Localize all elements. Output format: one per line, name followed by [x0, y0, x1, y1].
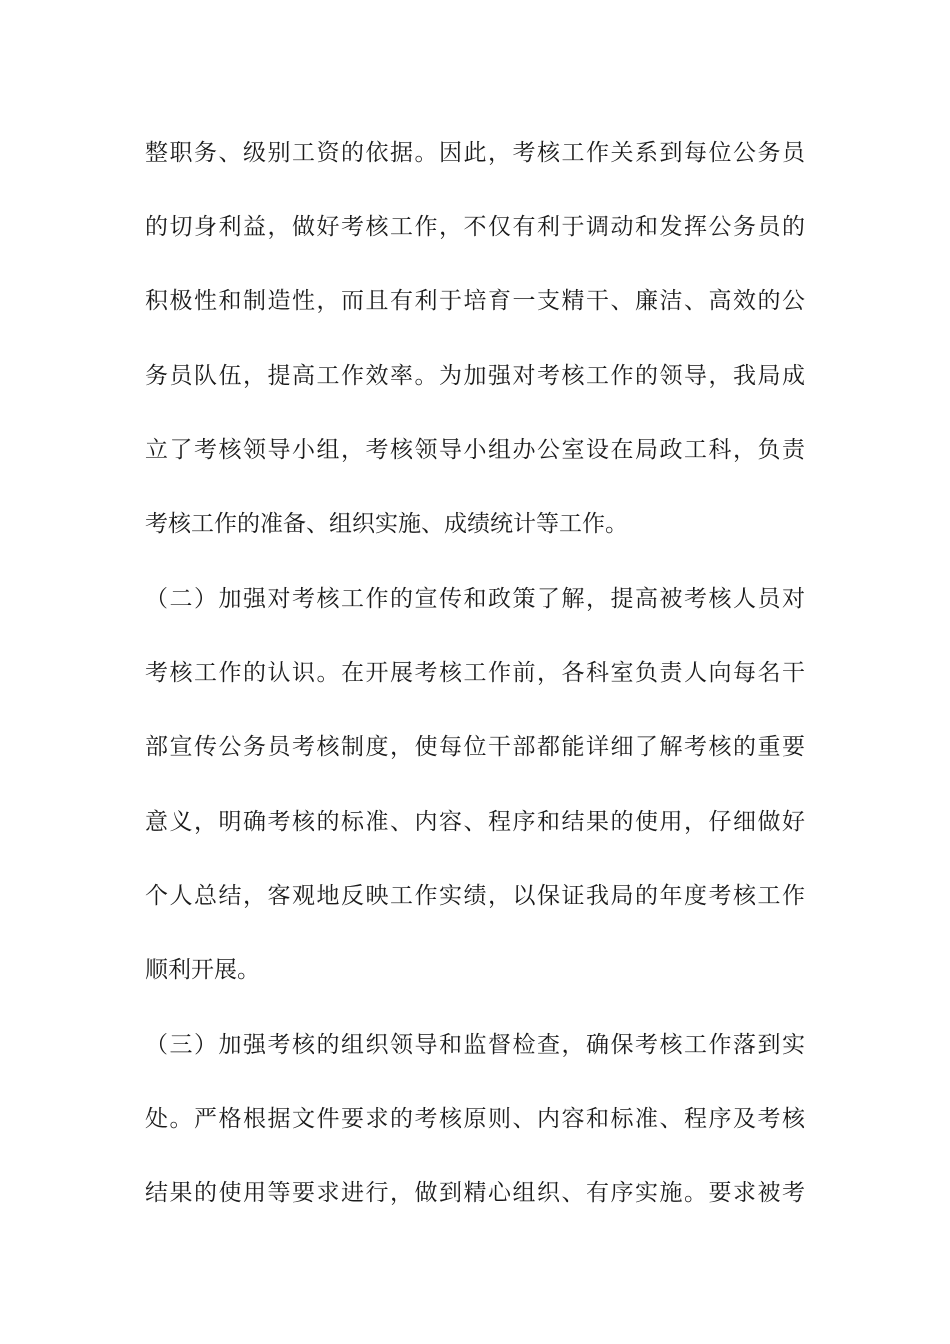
text-line-15: 结果的使用等要求进行，做到精心组织、有序实施。要求被考: [145, 1180, 805, 1206]
text-line-10: 意义，明确考核的标准、内容、程序和结果的使用，仔细做好: [145, 809, 805, 835]
text-line-8: 考核工作的认识。在开展考核工作前，各科室负责人向每名干: [145, 660, 805, 686]
text-line-5: 立了考核领导小组，考核领导小组办公室设在局政工科，负责: [145, 437, 805, 463]
text-line-12: 顺利开展。: [145, 957, 260, 983]
text-line-1: 整职务、级别工资的依据。因此，考核工作关系到每位公务员: [145, 140, 805, 166]
text-line-13: （三）加强考核的组织领导和监督检查，确保考核工作落到实: [145, 1032, 805, 1058]
text-line-11: 个人总结，客观地反映工作实绩，以保证我局的年度考核工作: [145, 883, 805, 909]
text-line-2: 的切身利益，做好考核工作，不仅有利于调动和发挥公务员的: [145, 214, 805, 240]
text-line-9: 部宣传公务员考核制度，使每位干部都能详细了解考核的重要: [145, 734, 805, 760]
text-line-3: 积极性和制造性，而且有利于培育一支精干、廉洁、高效的公: [145, 288, 805, 314]
text-line-14: 处。严格根据文件要求的考核原则、内容和标准、程序及考核: [145, 1106, 805, 1132]
text-line-7: （二）加强对考核工作的宣传和政策了解，提高被考核人员对: [145, 586, 805, 612]
text-line-4: 务员队伍，提高工作效率。为加强对考核工作的领导，我局成: [145, 363, 805, 389]
text-line-6: 考核工作的准备、组织实施、成绩统计等工作。: [145, 511, 628, 537]
